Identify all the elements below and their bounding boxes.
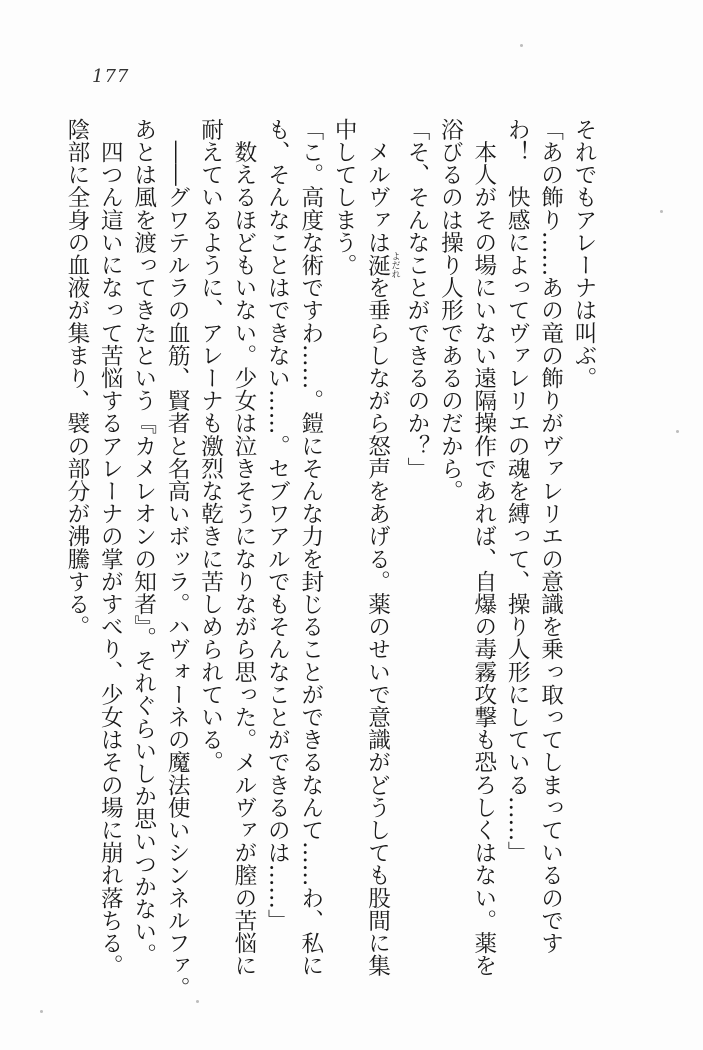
scan-speck <box>40 1010 43 1013</box>
text-line: 「こ。高度な術ですわ……。鎧にそんな力を封じることができるなんて……わ、私に <box>297 118 324 977</box>
text-line: 「そ、そんなことができるのか？」 <box>403 118 430 480</box>
ruby-reading: よだれ <box>389 251 400 279</box>
text-line: 耐えているように、アレーナも激烈な乾きに苦しめられている。 <box>197 118 224 774</box>
scan-speck <box>196 1000 199 1003</box>
text-line: も、そんなことはできない……。セブワアルでもそんなことができるのは……」 <box>264 118 291 932</box>
scan-speck <box>520 44 523 47</box>
body-text <box>63 118 600 1000</box>
text-line: 「あの飾り……あの竜の飾りがヴァレリエの意識を乗っ取ってしまっているのです <box>537 118 564 955</box>
ruby-line-text: メルヴァは涎 よだれを垂らしながら怒声をあげる。薬のせいで意識がどうしても股間に集 <box>364 118 400 977</box>
text-line: 数えるほどもいない。少女は泣きそうになりながら思った。メルヴァが膣の苦悩に <box>230 118 257 977</box>
text-line: 四つん這いになって苦悩するアレーナの掌がすべり、少女はその場に崩れ落ちる。 <box>97 118 124 977</box>
text-line: わ！ 快感によってヴァレリエの魂を縛って、操り人形にしている……」 <box>504 118 531 864</box>
text-line: それでもアレーナは叫ぶ。 <box>571 118 597 390</box>
page-number: 177 <box>92 66 130 87</box>
ruby-annotation: 涎 よだれ <box>364 251 400 279</box>
text-line: あとは風を渡ってきたという『カメレオンの知者』。それぐらいしか思いつかない。 <box>130 118 157 966</box>
text-line: 浴びるのは操り人形であるのだから。 <box>437 118 464 503</box>
scan-speck <box>660 210 663 213</box>
scan-speck <box>676 430 679 433</box>
text-line: 中してしまう。 <box>331 118 358 277</box>
text-line: 陰部に全身の血液が集まり、襞の部分が沸騰する。 <box>63 118 90 638</box>
text-line: 本人がその場にいない遠隔操作であれば、自爆の毒霧攻撃も恐ろしくはない。薬を <box>470 118 497 977</box>
text-line: ――グワテルラの血筋、賢者と名高いボッラ。ハヴォーネの魔法使いシンネルファ。 <box>164 118 191 1000</box>
text-line-with-ruby <box>360 118 400 977</box>
